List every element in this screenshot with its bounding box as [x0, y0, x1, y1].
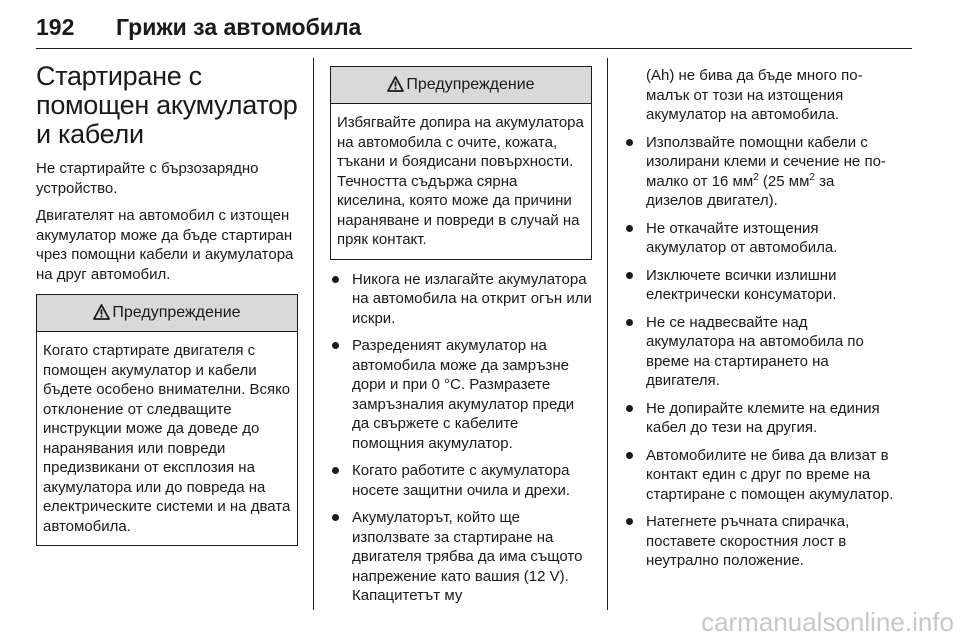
column-divider — [313, 58, 314, 610]
column-divider — [607, 58, 608, 610]
warning-triangle-icon — [387, 70, 404, 106]
warning-header — [37, 295, 297, 332]
bullet-icon — [332, 276, 339, 283]
list-item: Автомобилите не бива да влизат в контакт един с друг по време на стартиране с помощен акумулатор. — [624, 446, 894, 505]
bullet-list — [624, 133, 894, 571]
warning-title: Предупреждение — [112, 304, 241, 321]
list-item: Никога не излагайте акумулатора на автомобила на открит огън или искри. — [330, 270, 592, 329]
list-item: Не откачайте изтощения акумулатор от автомобила. — [624, 219, 894, 258]
list-item: Разреденият акумулатор на автомобила може да замръзне дори и при 0 °C. Размразете замръзналия акумулатор преди да свържете с кабелите помощния акумулатор. — [330, 336, 592, 453]
bullet-icon — [332, 467, 339, 474]
warning-box — [36, 294, 298, 546]
running-title: Грижи за автомобила — [116, 14, 362, 40]
bullet-icon — [332, 514, 339, 521]
page-number: 192 — [36, 14, 75, 40]
bullet-icon — [626, 225, 633, 232]
page-header — [36, 12, 912, 49]
list-item: Когато работите с акумулатора носете защитни очила и дрехи. — [330, 461, 592, 500]
bullet-list — [330, 270, 592, 606]
bullet-icon — [626, 452, 633, 459]
bullet-icon — [626, 319, 633, 326]
bullet-icon — [626, 139, 633, 146]
paragraph: Двигателят на автомобил с изтощен акумулатор може да бъде стартиран чрез помощни кабели и акумулатора на друг автомобил. — [36, 207, 294, 283]
column-2 — [330, 66, 592, 614]
column-1 — [36, 62, 298, 546]
warning-box — [330, 66, 592, 260]
list-item: Не се надвесвайте над акумулатора на автомобила по време на стартирането на двигателя. — [624, 313, 894, 391]
bullet-icon — [626, 405, 633, 412]
warning-text: Избягвайте допира на акумулатора на автомобила с очите, кожата, тъкани и боядисани повърхности. Течността съдържа сярна киселина, която може да причини нараняване и повреди в случай на пряк контакт. — [337, 114, 584, 248]
continued-text: (Ah) не бива да бъде много по-малък от този на изтощения акумулатор на автомобила. — [646, 67, 863, 123]
warning-text: Когато стартирате двигателя с помощен акумулатор и кабели бъдете особено внимателни. Всяко отклонение от следващите инструкции може да доведе до наранявания или повреди предизвикани от експлозия на акумулатора или до повреда на електрическите системи и на двата автомобила. — [43, 342, 291, 535]
column-3 — [624, 66, 894, 579]
warning-header — [331, 67, 591, 104]
bullet-icon — [626, 518, 633, 525]
bullet-icon — [332, 342, 339, 349]
list-item: Акумулаторът, който ще използвате за стартиране на двигателя трябва да има същото напрежение като вашия (12 V). Капацитетът му — [330, 508, 592, 606]
list-item: Изключете всички излишни електрически консуматори. — [624, 266, 894, 305]
paragraph: Не стартирайте с бързозарядно устройство. — [36, 160, 259, 197]
list-item: Използвайте помощни кабели с изолирани клеми и сечение не по-малко от 16 $мм^2$ (25 $мм^2$ за дизелов двигател). — [624, 133, 894, 211]
warning-title: Предупреждение — [406, 76, 535, 93]
list-item: Не допирайте клемите на единия кабел до тези на другия. — [624, 399, 894, 438]
bullet-icon — [626, 272, 633, 279]
section-heading: Стартиране с помощен акумулатор и кабели — [36, 61, 298, 149]
list-item: Натегнете ръчната спирачка, поставете скоростния лост в неутрално положение. — [624, 512, 894, 571]
watermark: carmanualsonline.info — [701, 607, 954, 637]
warning-triangle-icon — [93, 298, 110, 334]
